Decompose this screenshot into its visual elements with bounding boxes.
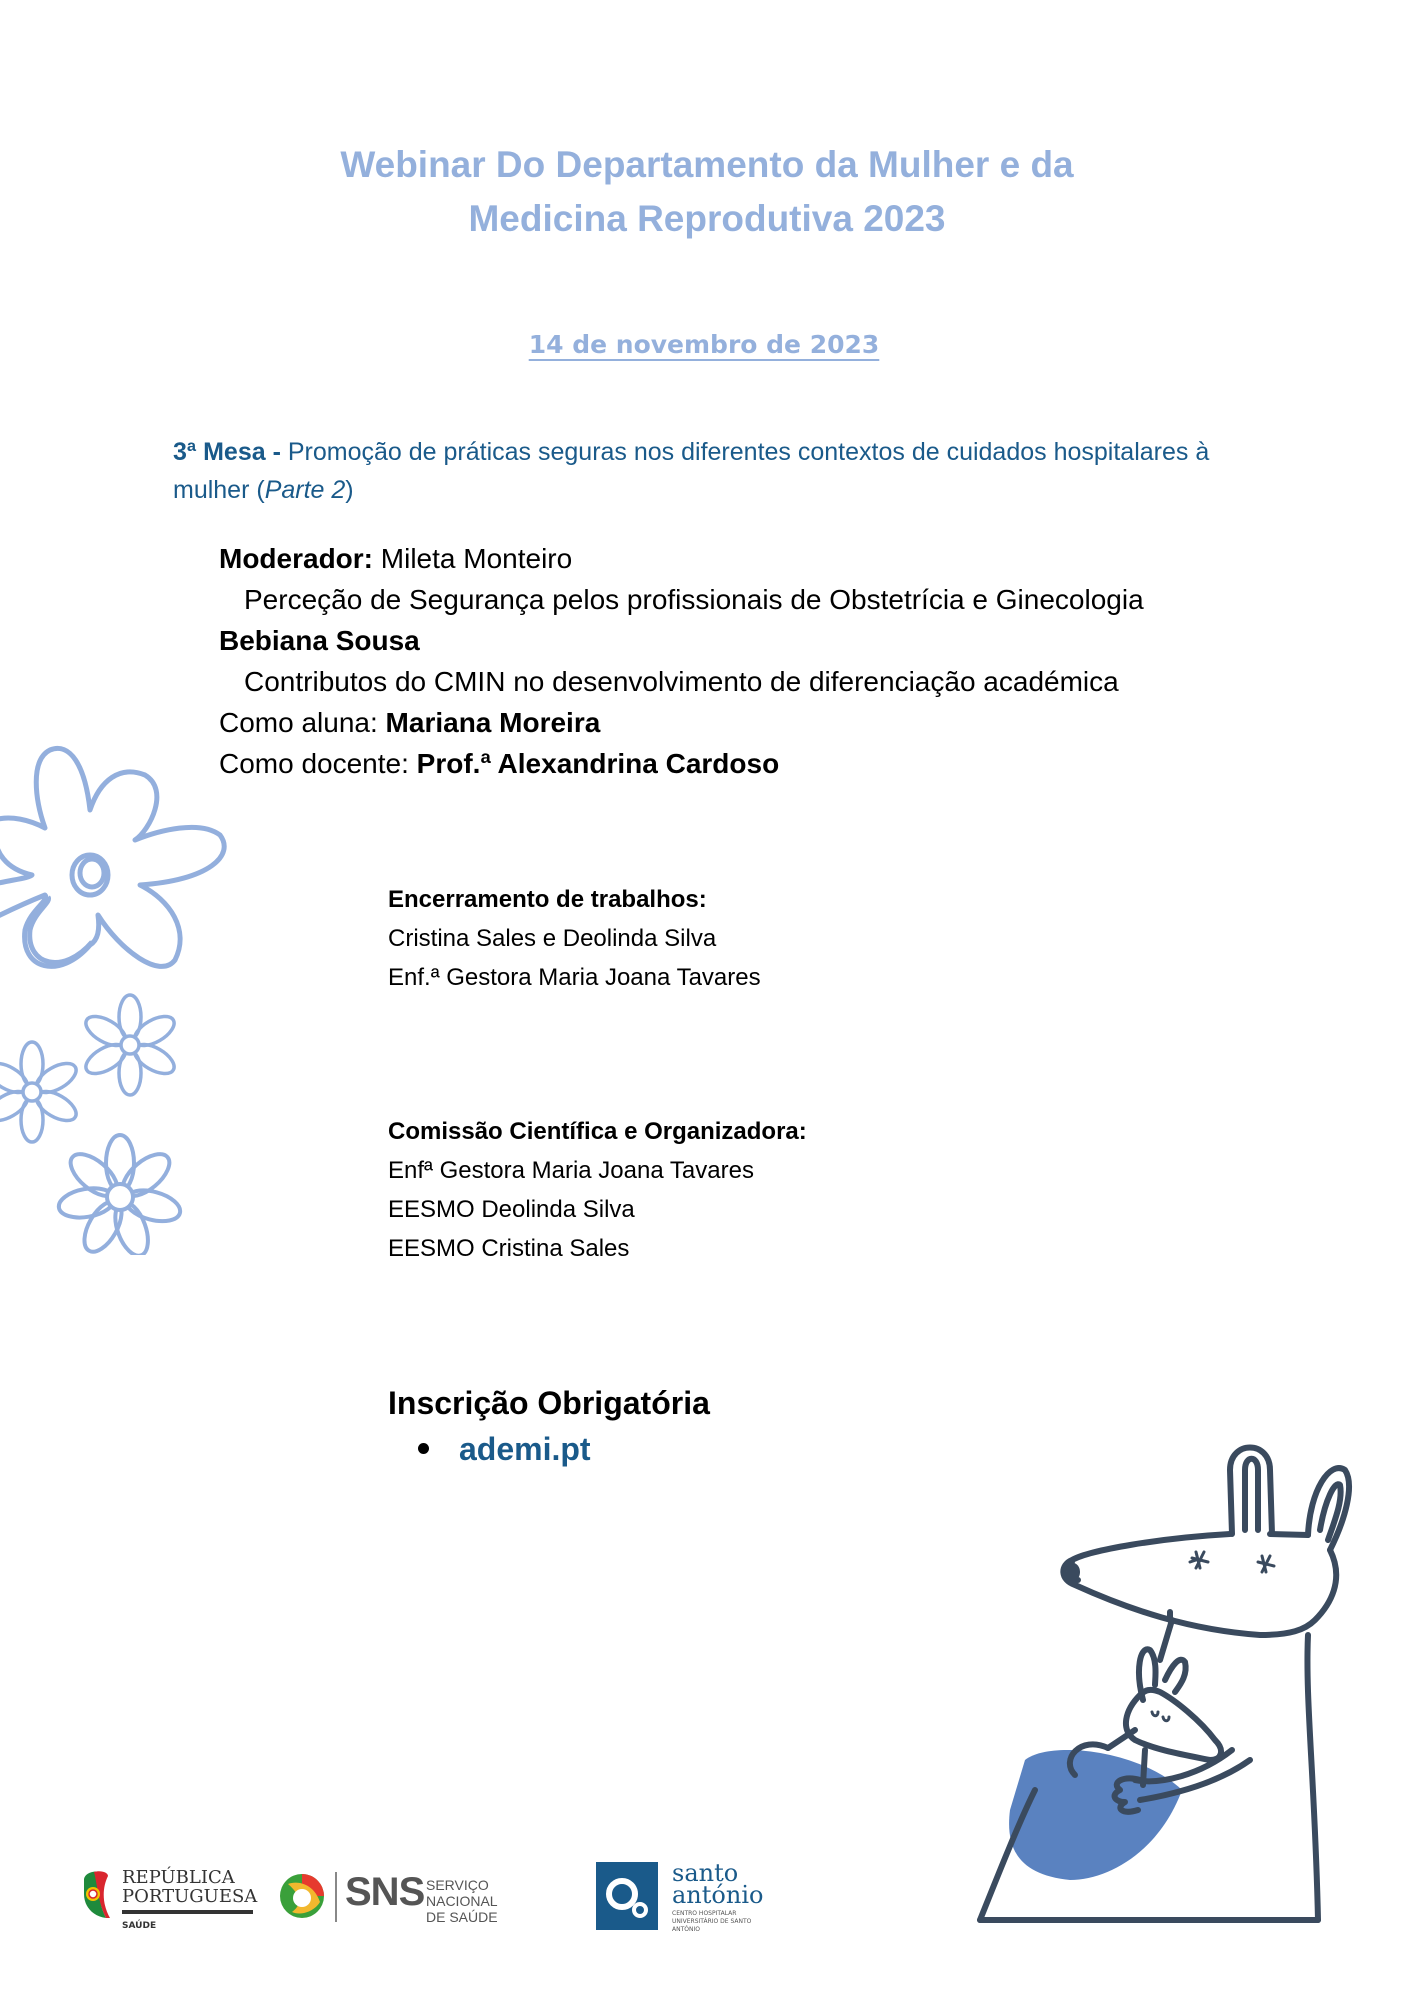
committee-member: EESMO Cristina Sales — [388, 1235, 630, 1262]
title-line-1: Webinar Do Departamento da Mulher e da — [340, 144, 1074, 185]
teacher-line: Como docente: Prof.ª Alexandrina Cardoso — [219, 748, 780, 779]
title-line-2: Medicina Reprodutiva 2023 — [468, 198, 946, 239]
santo-antonio-emblem-icon — [596, 1862, 658, 1930]
registration-link[interactable]: ademi.pt — [459, 1431, 591, 1467]
committee-heading: Comissão Científica e Organizadora: — [388, 1118, 807, 1145]
moderator-line: Moderador: Mileta Monteiro — [219, 543, 573, 574]
talk-2-title: Contributos do CMIN no desenvolvimento de diferenciação académica — [244, 666, 1119, 697]
sns-text: SERVIÇO NACIONAL DE SAÚDE — [426, 1877, 498, 1925]
committee-member: EESMO Deolinda Silva — [388, 1196, 635, 1223]
republica-text: REPÚBLICA PORTUGUESA SAÚDE — [122, 1867, 258, 1931]
flower-large-icon — [0, 720, 240, 990]
closing-heading: Encerramento de trabalhos: — [388, 886, 707, 913]
closing-section — [388, 880, 761, 997]
sns-emblem-icon — [278, 1872, 326, 1920]
committee-section — [388, 1112, 807, 1268]
committee-member: Enfª Gestora Maria Joana Tavares — [388, 1157, 754, 1184]
flower-medium-icon — [55, 1125, 185, 1255]
flower-small-icon — [80, 990, 180, 1100]
sns-abbr: SNS — [345, 1870, 425, 1914]
speaker-1: Bebiana Sousa — [219, 625, 420, 656]
logo-divider — [335, 1872, 337, 1922]
session-label: 3ª Mesa - — [173, 438, 281, 466]
closing-line: Cristina Sales e Deolinda Silva — [388, 925, 717, 952]
bullet-icon — [418, 1443, 429, 1454]
event-date: 14 de novembro de 2023 — [528, 330, 880, 359]
closing-line: Enf.ª Gestora Maria Joana Tavares — [388, 964, 761, 991]
republica-portuguesa-logo — [80, 1868, 260, 1938]
kangaroo-illustration — [960, 1430, 1360, 1950]
registration-heading: Inscrição Obrigatória — [388, 1385, 710, 1421]
student-line: Como aluna: Mariana Moreira — [219, 707, 601, 738]
registration-link-item — [418, 1426, 591, 1472]
talk-1-title: Perceção de Segurança pelos profissionais de Obstetrícia e Ginecologia — [244, 584, 1144, 615]
santo-antonio-text: santo antónio CENTRO HOSPITALAR UNIVERSITÁRIO DE SANTO ANTÓNIO — [672, 1859, 764, 1933]
portugal-flag-icon — [80, 1870, 110, 1920]
session-description: 3ª Mesa - Promoção de práticas seguras nos diferentes contextos de cuidados hospitalares à mulher (Parte 2) — [173, 438, 1210, 504]
pouch-shape — [1009, 1750, 1182, 1880]
session-part: Parte 2 — [264, 476, 346, 504]
program-list — [219, 538, 1144, 784]
session-text: Promoção de práticas seguras nos diferentes contextos de cuidados hospitalares à mulher ( — [173, 438, 1210, 504]
page-title — [0, 138, 1414, 246]
